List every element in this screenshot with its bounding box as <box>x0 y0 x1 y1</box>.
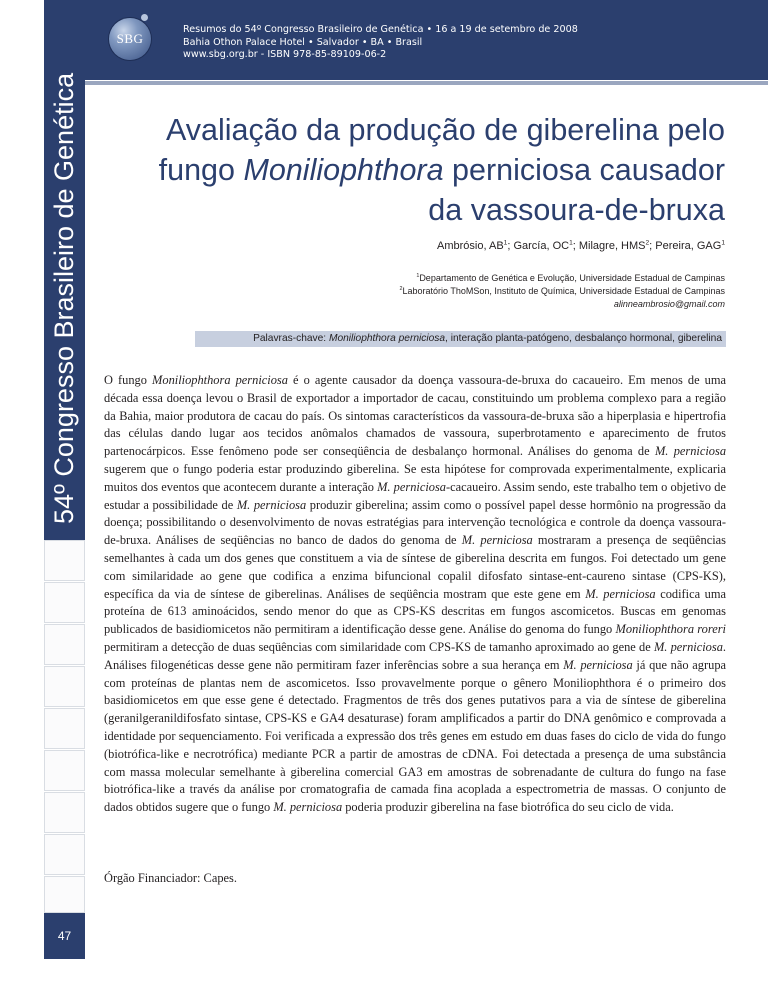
decorative-square <box>44 792 85 833</box>
species-name: M. perniciosa <box>273 800 343 815</box>
header-line-3: www.sbg.org.br - ISBN 978-85-89109-06-2 <box>183 49 387 60</box>
body-text-segment: produzir giberelina; assim como o possível papel desse hormônio na progressão da doença; possibilitando o desenvolvimento de novas estratégias para intervenção tecnológica e controle da doença vassoura-de-bruxa. Análises de seqüências no banco de dados do genoma de <box>104 497 726 548</box>
body-text-segment: -cacaueiro. Assim sendo, este trabalho tem o objetivo de estudar a possibilidade de <box>104 479 726 512</box>
header-line-1: Resumos do 54º Congresso Brasileiro de Genética • 16 a 19 de setembro de 2008 <box>183 24 578 35</box>
author-name: García, OC <box>513 240 570 252</box>
decorative-square <box>44 834 85 875</box>
species-name: Moniliophthora roreri <box>615 622 726 637</box>
title-line-2-prefix: fungo <box>158 153 244 187</box>
keywords-species: Moniliophthora perniciosa <box>328 333 446 344</box>
title-line-3: da vassoura-de-bruxa <box>428 193 725 227</box>
body-text-segment: . Análises filogenéticas desse gene não permitiram fazer inferências sobre a sua herança em <box>104 639 727 672</box>
contact-email: alinneambrosio@gmail.com <box>613 299 725 309</box>
affiliation-list <box>399 272 725 298</box>
author-affiliation-marker: 1 <box>569 239 573 247</box>
abstract-body <box>104 372 726 817</box>
affiliation-marker: 1 <box>416 273 420 279</box>
affiliation-marker: 2 <box>399 286 403 292</box>
species-name: M. perniciosa <box>236 497 307 512</box>
decorative-square <box>44 708 85 749</box>
authors: Ambrósio, $AB^1$; García, $OC^1$; Milagre, HMS$^2$; Pereira, GAG$^1$ <box>437 239 725 252</box>
author-name: Pereira, GAG <box>655 240 722 252</box>
keywords-rest: , interação planta-patógeno, desbalanço hormonal, giberelina <box>445 333 722 344</box>
title-line-1: Avaliação da produção de giberelina pelo <box>165 113 725 147</box>
affiliation-line <box>399 285 725 298</box>
author-name: Milagre, HMS <box>578 240 646 252</box>
affiliation-text: Departamento de Genética e Evolução, Universidade Estadual de Campinas <box>419 273 725 283</box>
decorative-square <box>44 624 85 665</box>
species-name: M. perniciosa <box>654 444 727 459</box>
species-name: M. perniciosa <box>377 479 446 494</box>
decorative-square <box>44 666 85 707</box>
decorative-square <box>44 582 85 623</box>
title-line-2 <box>105 150 725 190</box>
sidebar <box>0 0 85 994</box>
header-banner <box>85 0 768 80</box>
keywords-label: Palavras-chave: <box>253 333 329 344</box>
decorative-square <box>44 750 85 791</box>
decorative-square <box>44 876 85 913</box>
keywords-bar <box>195 331 726 347</box>
sbg-logo <box>109 18 151 60</box>
logo-dot-icon <box>141 14 148 21</box>
body-text-segment: poderia produzir giberelina na fase biotrófica do seu ciclo de vida. <box>342 800 674 815</box>
species-name: M. perniciosa <box>563 657 633 672</box>
body-text-segment: O fungo <box>104 373 153 387</box>
funding-note: Órgão Financiador: Capes. <box>104 871 237 885</box>
affiliation-line <box>399 272 725 285</box>
author-affiliation-marker: 2 <box>645 239 650 247</box>
species-name: M. perniciosa <box>653 639 723 654</box>
author-affiliation-marker: 1 <box>721 239 725 247</box>
body-text-segment: já que não agrupa com proteínas de plantas nem de ascomicetos. Isso provavelmente porque o gênero Moniliophthora é o primeiro dos basidiomicetos em que esse gene é detectado. Fragmentos de três dos genes putativos para a via de síntese de giberelina (geranilgeranildifosfato sintase, CPS-KS e GA4 desaturase) foram amplificados a partir do DNA genômico e comprovada a identidade por sequenciamento. Foi verificada a expressão dos três genes em estudo em duas fases do ciclo de vida do fungo (biotrófica-like e necrotrófica) mediante PCR a partir de amostras de cDNA. Foi detectada a presença de uma substância com massa molecular semelhante à giberelina comercial GA3 em amostras de sobrenadante de cultura do fungo na fase biotrófica-like a través da análise por cromatografia de camada fina acoplada a espectrometria de massas. O conjunto de dados obtidos sugere que o fungo <box>104 657 727 815</box>
species-name: M. perniciosa <box>585 586 656 601</box>
page-number: 47 <box>44 913 85 959</box>
species-name: M. perniciosa <box>461 533 533 548</box>
author-affiliation-marker: 1 <box>503 239 508 247</box>
body-text-segment: sugerem que o fungo poderia estar produzindo giberelina. Se esta hipótese for comprovada experimentalmente, explicaria muitos dos eventos que acontecem durante a interação <box>104 461 726 494</box>
body-text-segment: é o agente causador da doença vassoura-de-bruxa do cacaueiro. Em menos de uma década essa doença levou o Brasil de exportador a importador de cacau, constituindo um problema complexo para a região da Bahia, maior produtora de cacau do país. Os sintomas característicos da vassoura-de-bruxa são a hiperplasia e hipertrofia das células dando lugar aos tecidos anômalos chamados de vassoura, superbrotamento e aparecimento de frutos partenocárpicos. Esse fenômeno pode ser conseqüência de desbalanço hormonal. Análises do genoma de <box>104 373 727 459</box>
decorative-square <box>44 540 85 581</box>
affiliations <box>399 272 725 311</box>
body-text-segment: codifica uma proteína de 613 aminoácidos, sendo menor do que as CPS-KS descritas em fungos ascomicetos. Buscas em genomas publicados de basidiomicetos não permitiram a identificação desse gene. Análise do genoma do fungo <box>104 586 727 637</box>
author-name: Ambrósio, AB <box>437 240 504 252</box>
body-text-segment: mostraram a presença de seqüências semelhantes à cada um dos genes que constituem a via de síntese de giberelina descrita em fungos. Foi detectado um gene com similaridade ao gene que codifica a enzima bifuncional copalil difosfato sintase-ent-caureno sintase (CPS-KS), específica da via de síntese de giberelinas. Análises de seqüência mostram que este gene em <box>104 533 726 601</box>
header-line-2: Bahia Othon Palace Hotel • Salvador • BA • Brasil <box>183 36 423 48</box>
logo-text: SBG <box>116 31 144 46</box>
affiliation-text: Laboratório ThoMSon, Instituto de Química, Universidade Estadual de Campinas <box>402 286 725 296</box>
header-info <box>183 24 578 62</box>
title-line-2-suffix: perniciosa causador <box>443 153 725 187</box>
species-name: Moniliophthora perniciosa <box>152 373 288 387</box>
title-genus: Moniliophthora <box>243 153 444 187</box>
article-title <box>105 110 725 230</box>
congress-title-vertical: 54º Congresso Brasileiro de Genética <box>49 72 79 524</box>
body-text-segment: permitiram a detecção de duas seqüências com similaridade com CPS-KS de tamanho aproximado ao gene de <box>104 639 654 654</box>
